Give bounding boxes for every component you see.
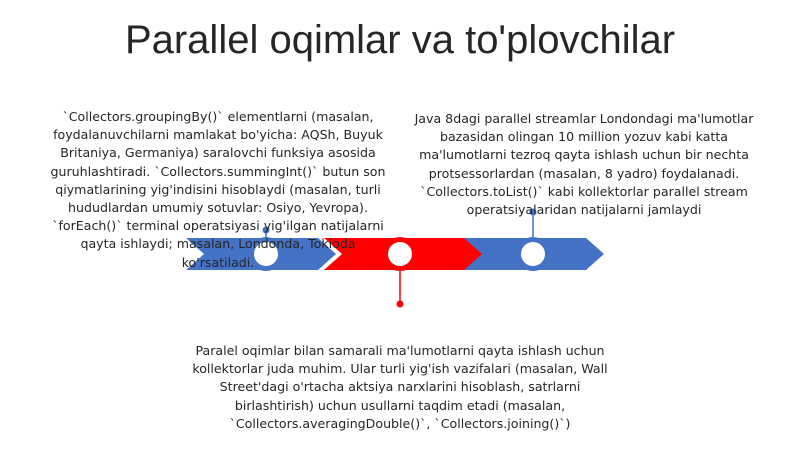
milestone-3 bbox=[516, 237, 550, 271]
milestone-2 bbox=[383, 237, 417, 271]
bottom-text-block: Paralel oqimlar bilan samarali ma'lumotlarni qayta ishlash uchun kollektorlar juda muhim. Ular turli yig'ish vazifalari (masalan, Wall Street'dagi o'rtacha aktsiya narxlarini hisoblash, satrlarni birlashtirish) uchun usullarni taqdim etadi (masalan, `Collectors.averagingDouble()`, `Collectors.joining()`) bbox=[192, 343, 608, 431]
slide-title: Parallel oqimlar va to'plovchilar bbox=[124, 18, 676, 62]
left-text-block: `Collectors.groupingBy()` elementlarni (masalan, foydalanuvchilarni mamlakat bo'yicha: AQSh, Buyuk Britaniya, Germaniya) saralovchi funksiya asosida guruhlashtiradi. `Collectors.summingInt()` butun son qiymatlarining yig'indisini hisoblaydi (masalan, turli hududlardan umumiy sotuvlar: Osiyo, Yevropa). `forEach()` terminal operatsiyasi yig'ilgan natijalarni qayta ishlaydi; masalan, Londonda, Tokioda ko'rsatiladi. bbox=[50, 109, 386, 270]
bottom-connector-dot bbox=[397, 301, 404, 308]
right-text-block: Java 8dagi parallel streamlar Londondagi ma'lumotlar bazasidan olingan 10 million yozuv kabi katta ma'lumotlarni tezroq qayta ishlash uchun bir nechta protsessorlardan (masalan, 8 yadro) foydalanadi. `Collectors.toList()` kabi kollektorlar parallel stream operatsiyalaridan natijalarni jamlaydi bbox=[414, 111, 754, 218]
